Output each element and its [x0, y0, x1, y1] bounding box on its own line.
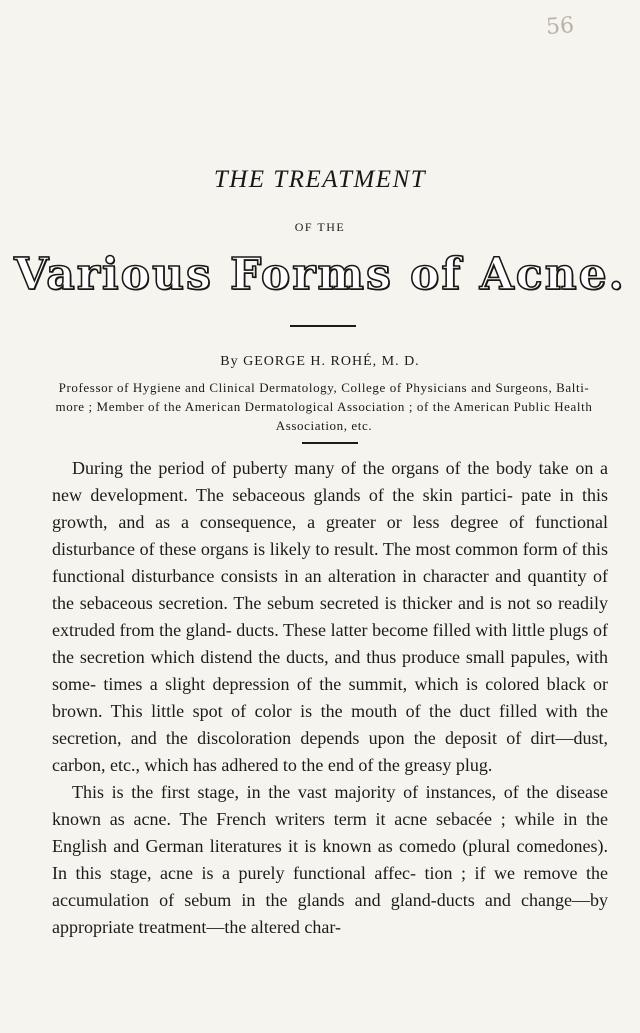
page-title: THE TREATMENT [213, 166, 427, 193]
article-body [52, 455, 608, 941]
blackletter-title: Various Forms of Acne. [14, 249, 626, 300]
divider-rule [302, 442, 358, 444]
shelfmark-annotation: 56 [545, 13, 575, 40]
body-paragraph: This is the first stage, in the vast majority of instances, of the disease known as acne. The French writers term it acne sebacée ; while in the English and German literatures it is known as comedo (plural comedones). In this stage, acne is a purely functional affec- tion ; if we remove the accumulation of sebum in the glands and gland-ducts and change—by appropriate treatment—the altered char- [52, 782, 608, 937]
title-connector: OF THE [294, 220, 346, 234]
author-byline: By GEORGE H. ROHÉ, M. D. [220, 354, 420, 369]
author-credentials: Professor of Hygiene and Clinical Dermatology, College of Physicians and Surgeons, Balti- more ; Member of the American Dermatological Association ; of the American Public Health Association, etc. [55, 380, 593, 433]
divider-rule [290, 325, 356, 327]
body-paragraph: During the period of puberty many of the organs of the body take on a new development. The sebaceous glands of the skin partici- pate in this growth, and as a consequence, a greater or less degree of functional disturbance of these organs is likely to result. The most common form of this functional disturbance consists in an alteration in character and quantity of the sebaceous secretion. The sebum secreted is thicker and is not so readily extruded from the gland- ducts. These latter become filled with little plugs of the secretion which distend the ducts, and thus produce small papules, with some- times a slight depression of the summit, which is colored black or brown. This little spot of color is the mouth of the duct filled with the secretion, and the discoloration depends upon the deposit of dirt—dust, carbon, etc., which has adhered to the end of the greasy plug. [52, 458, 608, 775]
